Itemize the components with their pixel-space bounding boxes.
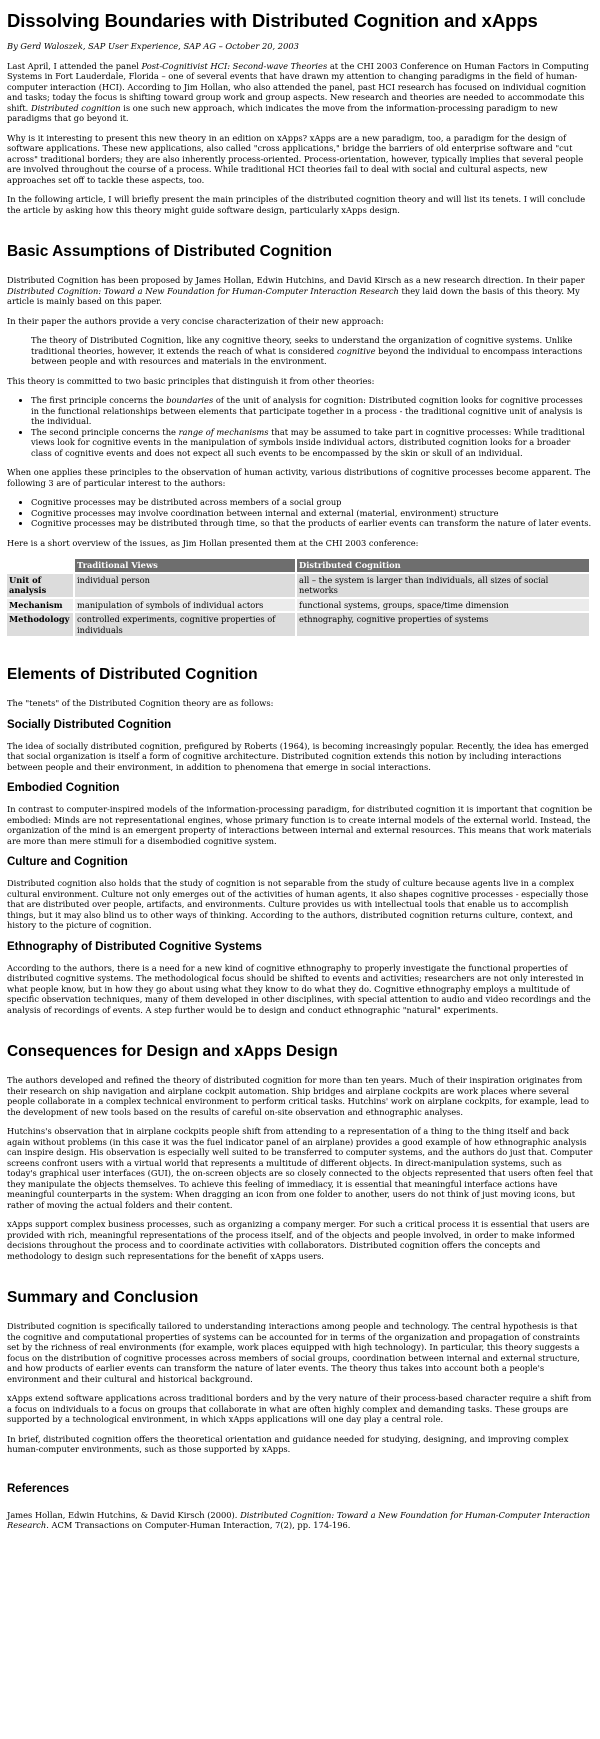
basic-paragraph-5: Here is a short overview of the issues, as Jim Hollan presented them at the CHI 2003 conference: — [7, 537, 419, 548]
table-header-cell: Traditional Views — [75, 559, 295, 572]
table-cell: functional systems, groups, space/time dimension — [297, 599, 589, 612]
table-cell: individual person — [75, 574, 295, 597]
consequences-paragraph-3: xApps support complex business processes, such as organizing a company merger. For such a critical process it is essential that users are provided with rich, meaningful representations of the process itself, and of the objects and people involved, in order to make informed decisions throughout the process and to coordinate activities with collaborators. Distributed cognition offers the concepts and methodology to design such representations for the benefit of xApps users. — [7, 1219, 590, 1261]
summary-paragraph-3: In brief, distributed cognition offers the theoretical orientation and guidance needed for studying, designing, and improving complex human-computer environments, such as those supported by xApps. — [7, 1433, 569, 1454]
quote: The theory of Distributed Cognition, like any cognitive theory, seeks to understand the organization of cognitive systems. Unlike traditional theories, however, it extends the reach of what is considered cognitive beyond the individual to encompass interactions between people and with resources and materials in the environment. — [31, 335, 583, 366]
embodied-paragraph: In contrast to computer-inspired models of the information-processing paradigm, for distributed cognition it is important that cognition be embodied: Minds are not representational engines, whose primary function is to create internal models of the external world. Instead, the organization of the mind is an emergent property of interactions between internal and external resources. This means that work materials are more than mere stimuli for a disembodied cognitive system. — [7, 804, 593, 846]
basic-paragraph-1: Distributed Cognition has been proposed by James Hollan, Edwin Hutchins, and David Kirsch as a new research direction. In their paper Distributed Cognition: Toward a New Foundation for Human-Computer Interaction Research they laid down the basis of this theory. My article is mainly based on this paper. — [7, 275, 585, 306]
elements-intro: The "tenets" of the Distributed Cognition theory are as follows: — [7, 698, 274, 708]
table-cell: ethnography, cognitive properties of systems — [297, 613, 589, 636]
subheading-social: Socially Distributed Cognition — [7, 718, 172, 731]
list-item: • The first principle concerns the boundaries of the unit of analysis for cognition: Distributed cognition looks for cognitive processes in the functional relationships between elements that participate together in a process - the traditional cognitive unit of analysis is the individual. — [31, 395, 593, 427]
table-cell: all – the system is larger than individuals, all sizes of social networks — [297, 574, 589, 597]
intro-paragraph-1: Last April, I attended the panel Post-Cognitivist HCI: Second-wave Theories at the CHI 2003 Conference on Human Factors in Computing Systems in Fort Lauderdale, Florida – one of several events that have drawn my attention to changing paradigms in the field of human-computer interaction (HCI). According to Jim Hollan, who also attended the panel, past HCI research has focused on individual cognition and tasks; today the focus is shifting toward group work and group aspects. New research and theories are needed to accommodate this shift. Distributed cognition is one such new approach, which indicates the move from the information-processing paradigm to new paradigms that go beyond it. — [7, 60, 589, 123]
ethnography-paragraph: According to the authors, there is a need for a new kind of cognitive ethnography to properly investigate the functional properties of distributed cognitive systems. The methodological focus should be shifted to events and activities; researchers are not only interested in what people know, but in how they go about using what they know to do what they do. Cognitive ethnography employs a multitude of specific observation techniques, many of them developed in other disciplines, with special attention to audio and video recordings and the analysis of recordings of events. A step further would be to design and conduct ethnographic "natural" experiments. — [7, 962, 591, 1015]
basic-paragraph-3: This theory is committed to two basic principles that distinguish it from other theories: — [7, 375, 375, 386]
distributions-list — [7, 497, 593, 529]
table-header-cell: Distributed Cognition — [297, 559, 589, 572]
intro-paragraph-2: Why is it interesting to present this new theory in an edition on xApps? xApps are a new paradigm, too, a paradigm for the design of software applications. These new applications, also called "cross applications," bridge the barriers of old enterprise software and "cut across" traditional borders; they are also inherently process-oriented. Process-orientation, however, typically implies that several people are involved throughout the course of a process. While traditional HCI theories fail to deal with social and cultural aspects, new approaches set off to tackle these aspects, too. — [7, 132, 584, 185]
table-cell: controlled experiments, cognitive properties of individuals — [75, 613, 295, 636]
section-heading-elements: Elements of Distributed Cognition — [7, 666, 258, 683]
page-title: Dissolving Boundaries with Distributed Cognition and xApps — [7, 10, 538, 31]
table-cell: Unit of analysis — [7, 574, 73, 597]
reference-item: James Hollan, Edwin Hutchins, & David Kirsch (2000). Distributed Cognition: Toward a New Foundation for Human-Computer Interaction Research. ACM Transactions on Computer-Human Interaction, 7(2), pp. 174-196. — [7, 1509, 591, 1530]
subheading-culture: Culture and Cognition — [7, 856, 128, 868]
consequences-paragraph-1: The authors developed and refined the theory of distributed cognition for more than ten years. Much of their inspiration originates from their research on ship navigation and airplane cockpit automation. Ship bridges and airplane cockpits are work places where several people collaborate in a complex technical environment to perform critical tasks. Hutchins' work on airplane cockpits, for example, lead to the development of new tools based on the results of careful on-site observation and ethnographic analyses. — [7, 1075, 589, 1117]
summary-paragraph-1: Distributed cognition is specifically tailored to understanding interactions among people and technology. The central hypothesis is that the cognitive and computational properties of systems can be accounted for in terms of the organization and propagation of constraints set by the richness of real environments (for example, work places equipped with high technology). In particular, this theory suggests a focus on the distribution of cognitive processes across members of social groups, coordination between internal and external structure, and how products of earlier events can transform the nature of later events. The theory thus takes into account both a people's environment and their cultural and historical background. — [7, 1321, 580, 1384]
basic-paragraph-4: When one applies these principles to the observation of human activity, various distributions of cognitive processes become apparent. The following 3 are of particular interest to the authors: — [7, 467, 591, 488]
section-heading-basic: Basic Assumptions of Distributed Cognition — [7, 243, 332, 260]
list-item: • Cognitive processes may involve coordination between internal and external (material, environment) structure — [31, 508, 593, 519]
list-item: • Cognitive processes may be distributed through time, so that the products of earlier events can transform the nature of later events. — [31, 518, 593, 529]
basic-paragraph-2: In their paper the authors provide a very concise characterization of their new approach: — [7, 315, 384, 326]
section-heading-consequences: Consequences for Design and xApps Design — [7, 1043, 338, 1060]
comparison-table — [5, 557, 591, 638]
table-cell: Methodology — [7, 613, 73, 636]
list-item: • Cognitive processes may be distributed across members of a social group — [31, 497, 593, 508]
principles-list — [7, 395, 593, 458]
summary-paragraph-2: xApps extend software applications across traditional borders and by the very nature of their process-based character require a shift from a focus on individuals to a focus on groups that collaborate in what are often highly complex and demanding tasks. These groups are supported by a technological environment, in which xApps applications will one day play a central role. — [7, 1393, 592, 1424]
byline: By Gerd Waloszek, SAP User Experience, SAP AG – October 20, 2003 — [7, 41, 299, 51]
subheading-embodied: Embodied Cognition — [7, 782, 120, 794]
list-item: • The second principle concerns the range of mechanisms that may be assumed to take part in cognitive processes: While traditional views look for cognitive events in the manipulation of symbols inside individual actors, distributed cognition looks for a broader class of cognitive events and does not expect all such events to be encompassed by the skin or skull of an individual. — [31, 427, 593, 459]
section-heading-references: References — [7, 1482, 70, 1495]
culture-paragraph: Distributed cognition also holds that the study of cognition is not separable from the study of culture because agents live in a complex cultural environment. Culture not only emerges out of the activities of human agents, it also shapes cognitive processes - especially those that are distributed over people, artifacts, and environments. Culture provides us with intellectual tools that enable us to accomplish things, but it may also blind us to other ways of thinking. According to the authors, distributed cognition returns culture, context, and history to the picture of cognition. — [7, 878, 589, 930]
social-paragraph: The idea of socially distributed cognition, prefigured by Roberts (1964), is becoming increasingly popular. Recently, the idea has emerged that social organization is itself a form of cognitive architecture. Distributed cognition extends this notion by including interactions between people and their environment, in addition to phenomena that emerge in social interactions. — [7, 740, 589, 772]
table-row — [7, 599, 589, 612]
table-cell: manipulation of symbols of individual actors — [75, 599, 295, 612]
consequences-paragraph-2: Hutchins's observation that in airplane cockpits people shift from attending to a representation of a thing to the thing itself and back again without problems (in this case it was the fuel indicator panel of an airplane) provides a good example of how ethnographic analysis can inspire design. His observation is especially well suited to be transferred to computer systems, and the authors do just that. Computer screens confront users with a virtual world that represents a multitude of different objects. In direct-manipulation systems, such as today's graphical user interfaces (GUI), the on-screen objects are so closely connected to the objects represented that users often feel that they manipulate the objects themselves. To achieve this feeling of immediacy, it is essential that meaningful interface actions have meaningful counterparts in the system: When dragging an icon from one folder to another, users do not think of just moving icons, but rather of moving the actual folders and their content. — [7, 1126, 593, 1210]
subheading-ethnography: Ethnography of Distributed Cognitive Systems — [7, 940, 262, 953]
table-cell: Mechanism — [7, 599, 73, 612]
table-header-cell — [7, 559, 73, 572]
intro-paragraph-3: In the following article, I will briefly present the main principles of the distributed cognition theory and will list its tenets. I will conclude the article by asking how this theory might guide software design, particularly xApps design. — [7, 194, 586, 215]
table-row — [7, 613, 589, 636]
section-heading-summary: Summary and Conclusion — [7, 1289, 199, 1306]
table-header-row — [7, 559, 589, 572]
table-row — [7, 574, 589, 597]
